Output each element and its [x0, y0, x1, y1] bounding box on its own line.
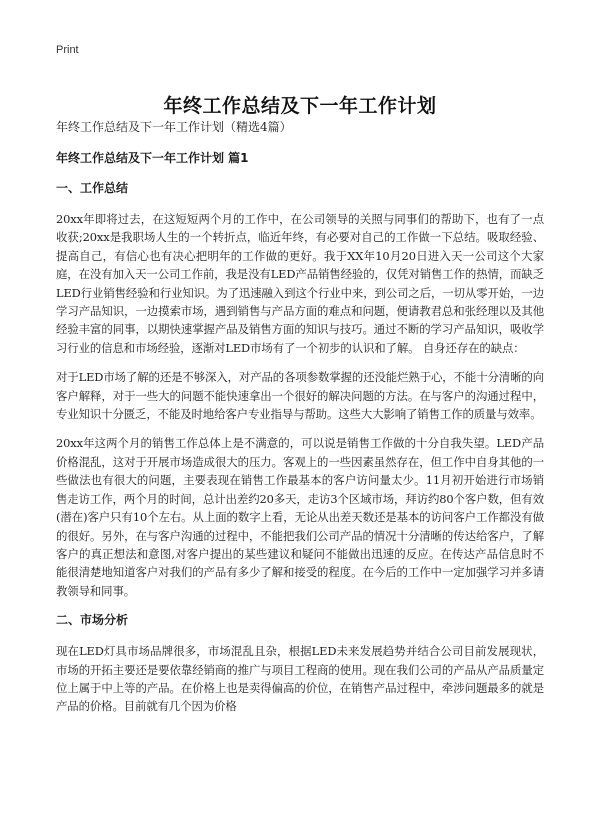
- document-body: [56, 118, 544, 727]
- document-subtitle: 年终工作总结及下一年工作计划（精选4篇）: [56, 120, 292, 134]
- article-heading: 年终工作总结及下一年工作计划 篇1: [56, 151, 249, 165]
- section-heading-work-summary: 一、工作总结: [56, 181, 129, 195]
- paragraph: 20xx年即将过去，在这短短两个月的工作中，在公司领导的关照与同事们的帮助下，也有了一点收获;20xx是我职场人生的一个转折点，临近年终，有必要对自己的工作做一下总结。吸取经验、提高自己，有信心也有决心把明年的工作做的更好。我于XX年10月20日进入天一公司这个大家庭，在没有加入天一公司工作前，我是没有LED产品销售经验的，仅凭对销售工作的热情，而缺乏LED行业销售经验和行业知识。为了迅速融入到这个行业中来，到公司之后，一切从零开始，一边学习产品知识，一边摸索市场，遇到销售与产品方面的难点和问题，便请教君总和张经理以及其他经验丰富的同事，以期快速掌握产品及销售方面的知识与技巧。通过不断的学习产品知识，吸收学习行业的信息和市场经验，逐渐对LED市场有了一个初步的认识和了解。 自身还存在的缺点：: [56, 212, 544, 355]
- document-title: 年终工作总结及下一年工作计划: [163, 94, 437, 117]
- paragraph: 对于LED市场了解的还是不够深入，对产品的各项参数掌握的还没能烂熟于心，不能十分清晰的向客户解释，对于一些大的问题不能快速拿出一个很好的解决问题的方法。在与客户的沟通过程中，专业知识十分匮乏，不能及时地给客户专业指导与帮助。这些大大影响了销售工作的质量与效率。: [56, 370, 544, 422]
- section-heading-market-analysis: 二、市场分析: [56, 613, 129, 628]
- print-link[interactable]: Print: [56, 44, 79, 56]
- paragraph: 现在LED灯具市场品牌很多，市场混乱且杂，根据LED未来发展趋势并结合公司目前发展现状，市场的开拓主要还是要依靠经销商的推广与项目工程商的使用。现在我们公司的产品从产品质量定位上属于中上等的产品。在价格上也是卖得偏高的价位，在销售产品过程中，牵涉问题最多的就是产品的价格。目前就有几个因为价格: [56, 644, 544, 714]
- paragraph: 20xx年这两个月的销售工作总体上是不满意的，可以说是销售工作做的十分自我失望。LED产品价格混乱，这对于开展市场造成很大的压力。客观上的一些因素虽然存在，但工作中自身其他的一些做法也有很大的问题，主要表现在销售工作最基本的客户访问量太少。11月初开始进行市场销售走访工作，两个月的时间，总计出差约20多天，走访3个区域市场，拜访约80个客户数，但有效(潜在)客户只有10个左右。从上面的数字上看，无论从出差天数还是基本的访问客户工作都没有做的很好。另外，在与客户沟通的过程中，不能把我们公司产品的情况十分清晰的传达给客户，了解客户的真正想法和意图,对客户提出的某些建议和疑问不能做出迅速的反应。在传达产品信息时不能很清楚地知道客户对我们的产品有多少了解和接受的程度。在今后的工作中一定加强学习并多请教领导和同事。: [56, 436, 544, 598]
